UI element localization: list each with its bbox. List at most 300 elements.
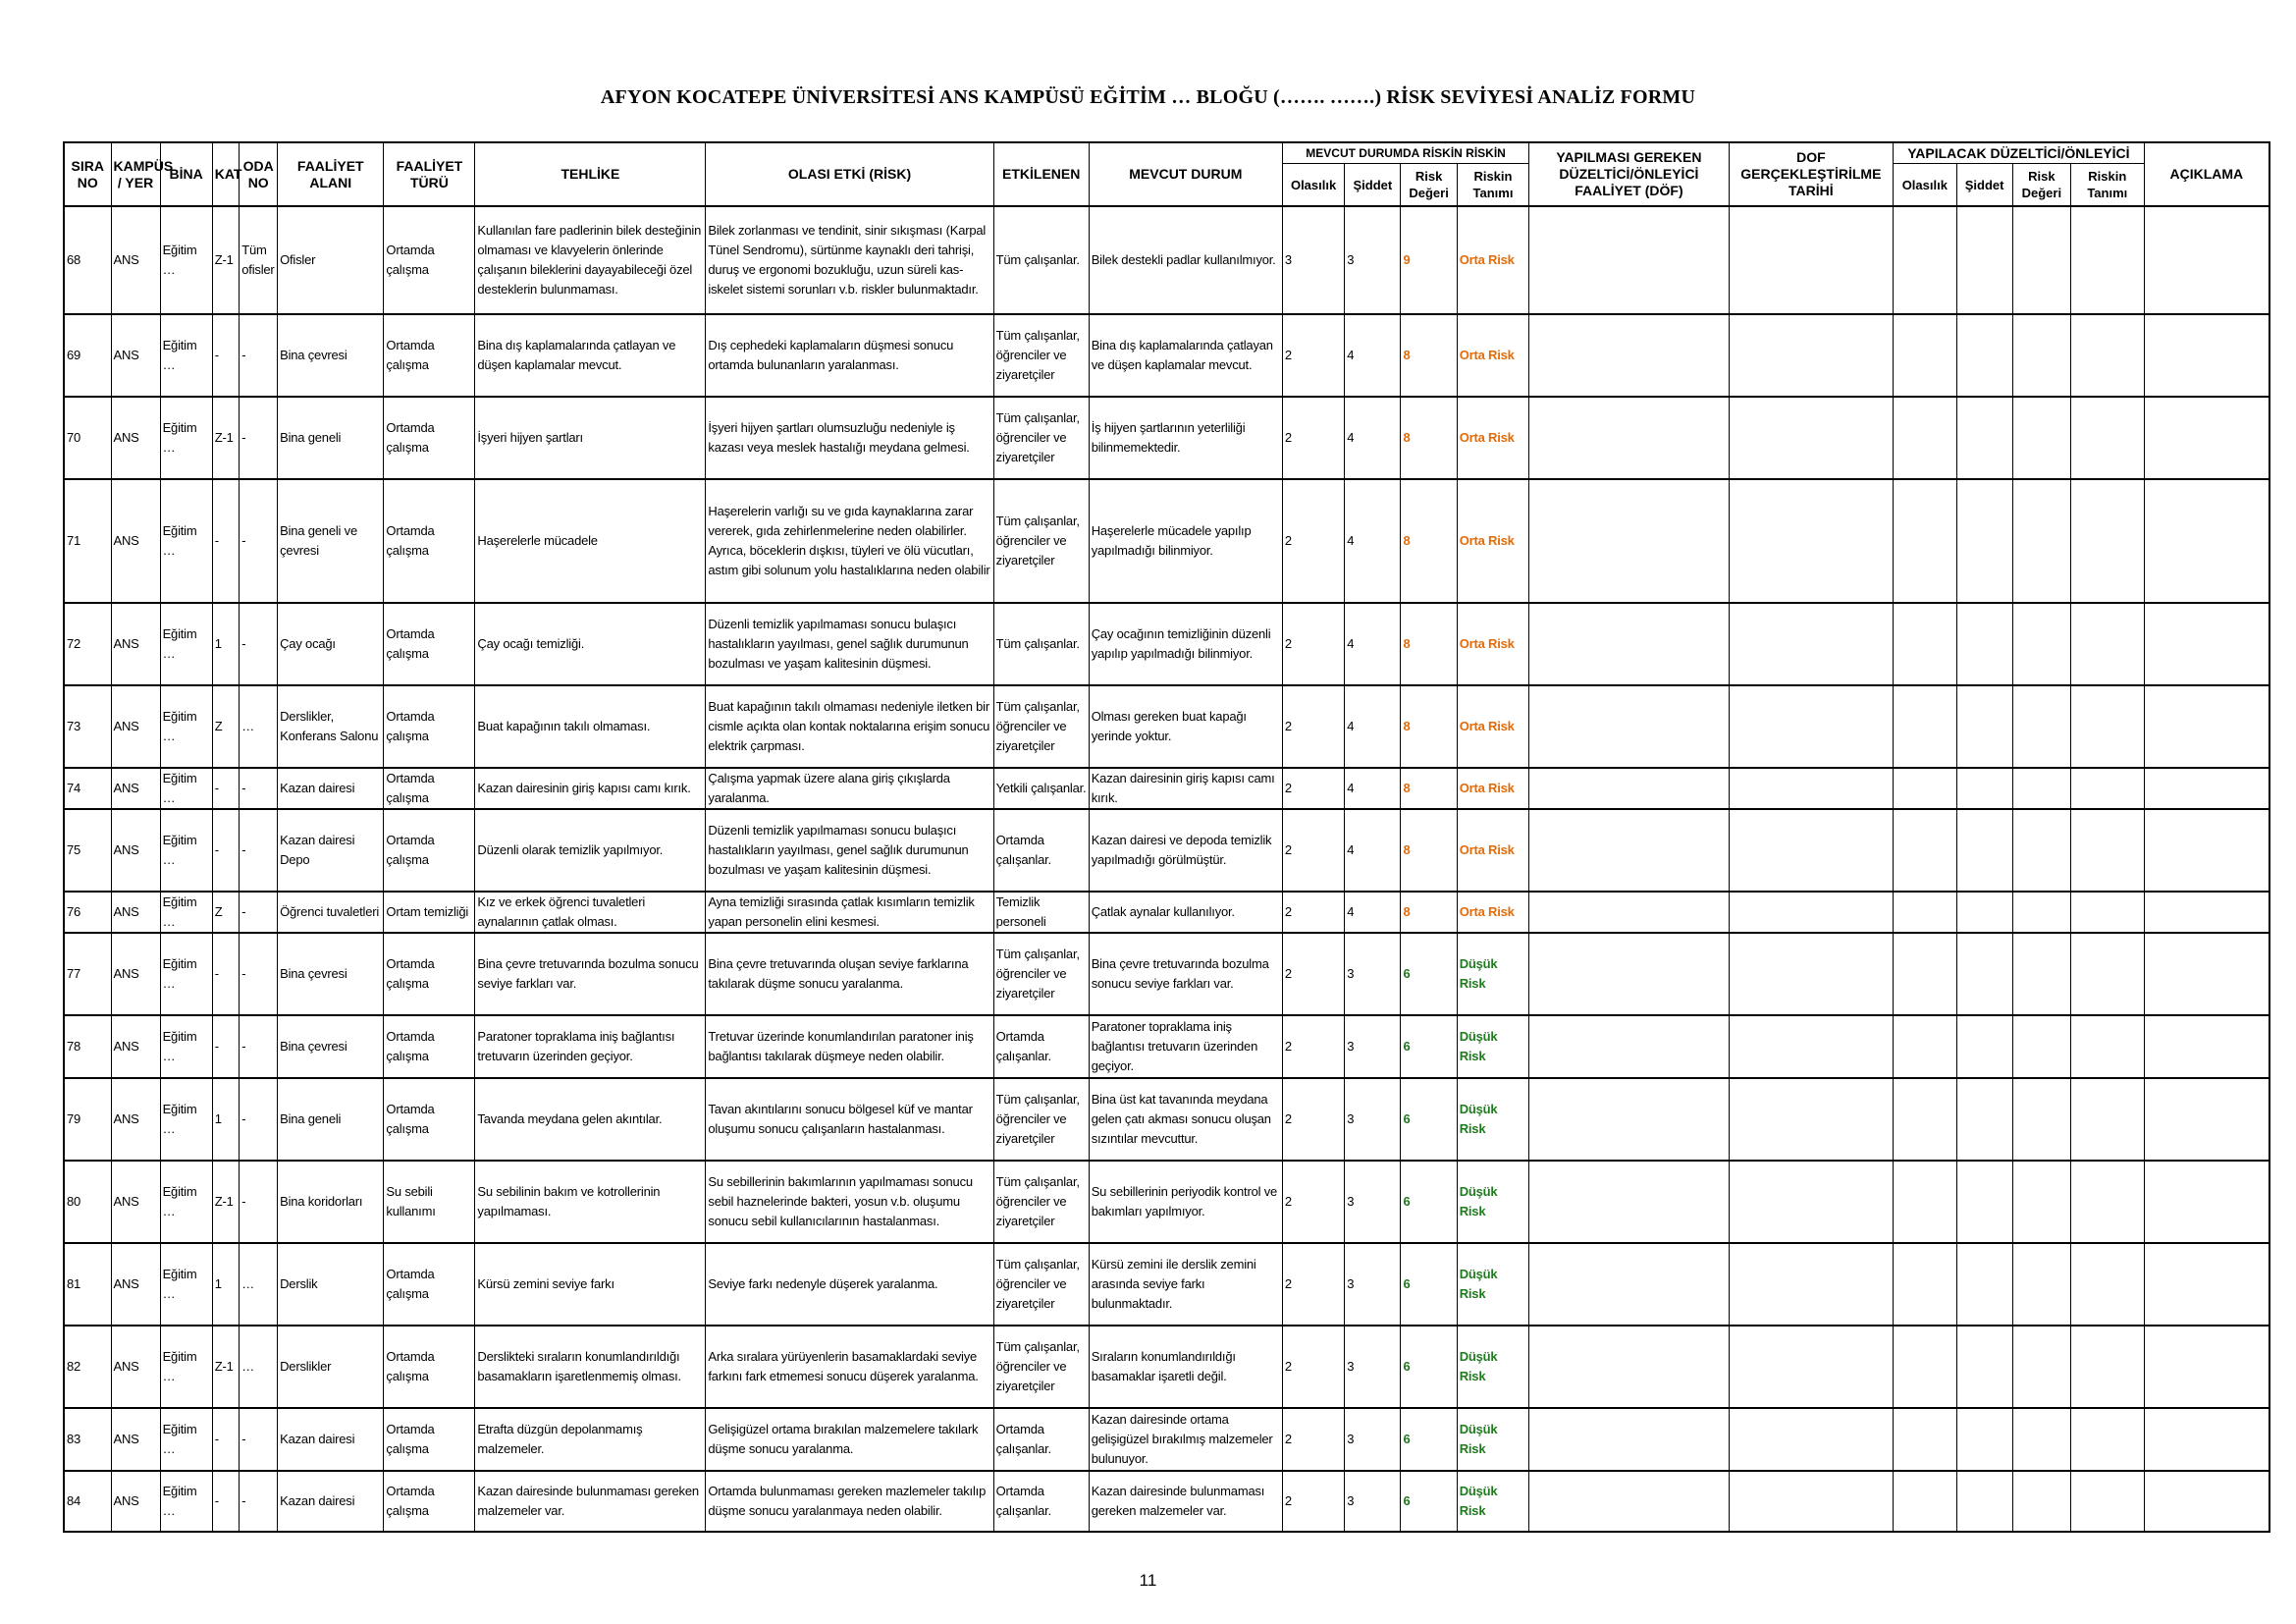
row-riskin-tanimi-2 [2070,314,2144,397]
row-faaliyet-turu: Ortamda çalışma [384,206,475,314]
row-siddet-2 [1956,603,2012,685]
row-faaliyet-alani: Kazan dairesi Depo [278,809,384,892]
row-bina: Eğitim … [160,1408,212,1471]
row-olasi-etki: Bilek zorlanması ve tendinit, sinir sıkışması (Karpal Tünel Sendromu), sürtünme kaynaklı deri tahrişi, duruş ve ergonomi bozukluğu, uzun süreli kas-iskelet sistemi sorunları v.b. riskler bulunmaktadır. [706,206,993,314]
row-mevcut-durum: Kürsü zemini ile derslik zemini arasında seviye farkı bulunmaktadır. [1089,1243,1282,1326]
row-risk-degeri-2 [2012,1161,2070,1243]
row-risk-degeri-2 [2012,1078,2070,1161]
row-faaliyet-turu: Ortamda çalışma [384,314,475,397]
row-kat: - [212,1471,240,1532]
row-kampus: ANS [111,1326,160,1408]
table-row [64,1161,2269,1243]
row-olasilik-2 [1894,397,1956,479]
header-mevcut-riskin: MEVCUT DURUMDA RİSKİN RİSKİN [1282,142,1528,164]
row-etkilenen: Ortamda çalışanlar. [993,1015,1089,1078]
table-row [64,1408,2269,1471]
row-olasilik-2 [1894,892,1956,933]
row-faaliyet-turu: Ortam temizliği [384,892,475,933]
row-olasilik: 2 [1282,1326,1344,1408]
row-sira-no: 77 [64,933,111,1015]
row-sira-no: 83 [64,1408,111,1471]
row-kampus: ANS [111,206,160,314]
row-kampus: ANS [111,1078,160,1161]
row-faaliyet-alani: Ofisler [278,206,384,314]
row-dof-tarihi [1729,768,1894,809]
row-mevcut-durum: Olması gereken buat kapağı yerinde yoktur. [1089,685,1282,768]
row-mevcut-durum: Kazan dairesinde ortama gelişigüzel bırakılmış malzemeler bulunuyor. [1089,1408,1282,1471]
page-number: 11 [1139,1571,1157,1590]
header-olasi-etki: OLASI ETKİ (RİSK) [706,142,993,206]
row-yapilmasi-gereken [1529,1408,1729,1471]
row-mevcut-durum: Çatlak aynalar kullanılıyor. [1089,892,1282,933]
row-sira-no: 71 [64,479,111,603]
row-tehlike: Haşerelerle mücadele [475,479,706,603]
row-dof-tarihi [1729,1471,1894,1532]
row-kampus: ANS [111,809,160,892]
row-oda-no: - [240,1408,278,1471]
row-mevcut-durum: Bina çevre tretuvarında bozulma sonucu seviye farkları var. [1089,933,1282,1015]
row-sira-no: 69 [64,314,111,397]
row-riskin-tanimi: Düşük Risk [1457,1408,1529,1471]
row-dof-tarihi [1729,1326,1894,1408]
row-yapilmasi-gereken [1529,1015,1729,1078]
row-riskin-tanimi-2 [2070,892,2144,933]
row-kat: 1 [212,603,240,685]
row-riskin-tanimi: Orta Risk [1457,768,1529,809]
header-olasilik-2: Olasılık [1894,164,1956,207]
row-riskin-tanimi: Düşük Risk [1457,1015,1529,1078]
row-kat: - [212,933,240,1015]
row-faaliyet-alani: Çay ocağı [278,603,384,685]
row-dof-tarihi [1729,1078,1894,1161]
row-faaliyet-alani: Bina çevresi [278,314,384,397]
row-siddet: 3 [1345,1243,1401,1326]
row-faaliyet-turu: Ortamda çalışma [384,397,475,479]
row-etkilenen: Ortamda çalışanlar. [993,809,1089,892]
row-kampus: ANS [111,1471,160,1532]
header-siddet-2: Şiddet [1956,164,2012,207]
row-aciklama [2144,1015,2269,1078]
row-etkilenen: Tüm çalışanlar, öğrenciler ve ziyaretçiler [993,1326,1089,1408]
row-olasilik: 2 [1282,1471,1344,1532]
row-yapilmasi-gereken [1529,1078,1729,1161]
row-risk-degeri-2 [2012,809,2070,892]
row-olasi-etki: Ortamda bulunmaması gereken mazlemeler takılıp düşme sonucu yaralanmaya neden olabilir. [706,1471,993,1532]
row-faaliyet-turu: Su sebili kullanımı [384,1161,475,1243]
row-tehlike: Bina çevre tretuvarında bozulma sonucu seviye farkları var. [475,933,706,1015]
row-kat: 1 [212,1243,240,1326]
table-row [64,933,2269,1015]
row-riskin-tanimi: Orta Risk [1457,206,1529,314]
row-mevcut-durum: Bina üst kat tavanında meydana gelen çatı akması sonucu oluşan sızıntılar mevcuttur. [1089,1078,1282,1161]
row-siddet-2 [1956,1078,2012,1161]
row-sira-no: 74 [64,768,111,809]
row-kat: - [212,1408,240,1471]
risk-analysis-table [63,141,2270,1533]
header-oda-no: ODA NO [240,142,278,206]
row-olasilik-2 [1894,603,1956,685]
row-siddet: 4 [1345,809,1401,892]
row-yapilmasi-gereken [1529,768,1729,809]
row-oda-no: - [240,1015,278,1078]
table-row [64,397,2269,479]
table-row [64,1326,2269,1408]
row-yapilmasi-gereken [1529,933,1729,1015]
row-oda-no: - [240,479,278,603]
row-olasilik-2 [1894,314,1956,397]
row-oda-no: - [240,933,278,1015]
row-olasilik-2 [1894,1408,1956,1471]
row-olasi-etki: Seviye farkı nedenyle düşerek yaralanma. [706,1243,993,1326]
row-etkilenen: Tüm çalışanlar, öğrenciler ve ziyaretçiler [993,685,1089,768]
row-tehlike: Tavanda meydana gelen akıntılar. [475,1078,706,1161]
row-mevcut-durum: Sıraların konumlandırıldığı basamaklar işaretli değil. [1089,1326,1282,1408]
row-mevcut-durum: Kazan dairesinin giriş kapısı camı kırık. [1089,768,1282,809]
row-risk-degeri: 6 [1401,1015,1457,1078]
row-bina: Eğitim … [160,1326,212,1408]
row-sira-no: 73 [64,685,111,768]
row-yapilmasi-gereken [1529,685,1729,768]
row-risk-degeri: 8 [1401,479,1457,603]
table-row [64,685,2269,768]
row-olasi-etki: Su sebillerinin bakımlarının yapılmaması sonucu sebil haznelerinde bakteri, yosun v.b. oluşumu sonucu sebil kullanıcılarının hastalanması. [706,1161,993,1243]
row-aciklama [2144,1408,2269,1471]
row-kampus: ANS [111,1015,160,1078]
row-oda-no: - [240,809,278,892]
row-olasilik: 2 [1282,933,1344,1015]
row-sira-no: 76 [64,892,111,933]
row-risk-degeri: 6 [1401,1326,1457,1408]
row-riskin-tanimi-2 [2070,1015,2144,1078]
row-yapilmasi-gereken [1529,314,1729,397]
row-tehlike: Kazan dairesinin giriş kapısı camı kırık. [475,768,706,809]
row-siddet: 3 [1345,1471,1401,1532]
row-aciklama [2144,1243,2269,1326]
row-tehlike: Derslikteki sıraların konumlandırıldığı basamakların işaretlenmemiş olması. [475,1326,706,1408]
table-row [64,314,2269,397]
row-olasilik: 2 [1282,603,1344,685]
table-row [64,809,2269,892]
row-siddet: 4 [1345,768,1401,809]
row-faaliyet-turu: Ortamda çalışma [384,603,475,685]
row-olasilik-2 [1894,809,1956,892]
header-kampus: KAMPÜS / YER [111,142,160,206]
row-siddet: 3 [1345,1326,1401,1408]
row-olasilik-2 [1894,1078,1956,1161]
row-dof-tarihi [1729,933,1894,1015]
row-siddet: 3 [1345,1015,1401,1078]
row-risk-degeri-2 [2012,892,2070,933]
row-riskin-tanimi-2 [2070,1243,2144,1326]
row-kampus: ANS [111,768,160,809]
row-sira-no: 84 [64,1471,111,1532]
row-dof-tarihi [1729,314,1894,397]
row-siddet: 4 [1345,892,1401,933]
row-olasilik: 2 [1282,768,1344,809]
row-mevcut-durum: Su sebillerinin periyodik kontrol ve bakımları yapılmıyor. [1089,1161,1282,1243]
row-olasilik: 2 [1282,1408,1344,1471]
row-faaliyet-turu: Ortamda çalışma [384,1078,475,1161]
row-siddet: 4 [1345,397,1401,479]
table-body [64,206,2269,1532]
row-olasi-etki: Çalışma yapmak üzere alana giriş çıkışlarda yaralanma. [706,768,993,809]
row-dof-tarihi [1729,685,1894,768]
row-kat: Z-1 [212,397,240,479]
row-olasilik: 2 [1282,1078,1344,1161]
row-bina: Eğitim … [160,685,212,768]
row-etkilenen: Ortamda çalışanlar. [993,1408,1089,1471]
row-yapilmasi-gereken [1529,1326,1729,1408]
row-siddet: 4 [1345,603,1401,685]
row-risk-degeri: 6 [1401,933,1457,1015]
row-kampus: ANS [111,1161,160,1243]
row-siddet-2 [1956,397,2012,479]
row-olasi-etki: Tretuvar üzerinde konumlandırılan paratoner iniş bağlantısı takılarak düşmeye neden olabilir. [706,1015,993,1078]
row-sira-no: 79 [64,1078,111,1161]
row-olasi-etki: Gelişigüzel ortama bırakılan malzemelere takılark düşme sonucu yaralanma. [706,1408,993,1471]
row-olasilik: 2 [1282,892,1344,933]
row-risk-degeri: 8 [1401,397,1457,479]
row-kampus: ANS [111,685,160,768]
row-etkilenen: Tüm çalışanlar, öğrenciler ve ziyaretçiler [993,1243,1089,1326]
row-bina: Eğitim … [160,1015,212,1078]
row-kampus: ANS [111,603,160,685]
row-dof-tarihi [1729,1243,1894,1326]
row-oda-no: - [240,1471,278,1532]
row-dof-tarihi [1729,892,1894,933]
row-dof-tarihi [1729,1015,1894,1078]
row-mevcut-durum: Kazan dairesinde bulunmaması gereken malzemeler var. [1089,1471,1282,1532]
row-risk-degeri-2 [2012,1243,2070,1326]
row-olasilik-2 [1894,1243,1956,1326]
row-etkilenen: Tüm çalışanlar, öğrenciler ve ziyaretçiler [993,1161,1089,1243]
row-riskin-tanimi-2 [2070,685,2144,768]
row-etkilenen: Yetkili çalışanlar. [993,768,1089,809]
row-faaliyet-alani: Kazan dairesi [278,768,384,809]
row-riskin-tanimi: Orta Risk [1457,314,1529,397]
row-riskin-tanimi-2 [2070,206,2144,314]
row-dof-tarihi [1729,809,1894,892]
header-siddet: Şiddet [1345,164,1401,207]
row-riskin-tanimi-2 [2070,933,2144,1015]
table-row [64,1015,2269,1078]
row-yapilmasi-gereken [1529,479,1729,603]
row-risk-degeri: 6 [1401,1243,1457,1326]
row-faaliyet-alani: Kazan dairesi [278,1471,384,1532]
row-etkilenen: Tüm çalışanlar, öğrenciler ve ziyaretçiler [993,933,1089,1015]
row-olasi-etki: Dış cephedeki kaplamaların düşmesi sonucu ortamda bulunanların yaralanması. [706,314,993,397]
row-olasi-etki: İşyeri hijyen şartları olumsuzluğu nedeniyle iş kazası veya meslek hastalığı meydana gelmesi. [706,397,993,479]
row-riskin-tanimi: Düşük Risk [1457,1471,1529,1532]
row-etkilenen: Tüm çalışanlar, öğrenciler ve ziyaretçiler [993,1078,1089,1161]
row-faaliyet-alani: Kazan dairesi [278,1408,384,1471]
row-tehlike: Bina dış kaplamalarında çatlayan ve düşen kaplamalar mevcut. [475,314,706,397]
row-bina: Eğitim … [160,892,212,933]
row-siddet-2 [1956,1408,2012,1471]
row-yapilmasi-gereken [1529,1243,1729,1326]
row-sira-no: 82 [64,1326,111,1408]
row-siddet-2 [1956,1243,2012,1326]
row-riskin-tanimi-2 [2070,397,2144,479]
row-sira-no: 80 [64,1161,111,1243]
row-bina: Eğitim … [160,1471,212,1532]
row-faaliyet-alani: Bina çevresi [278,1015,384,1078]
header-kat: KAT [212,142,240,206]
row-olasi-etki: Düzenli temizlik yapılmaması sonucu bulaşıcı hastalıkların yayılması, genel sağlık durumunun bozulması ve yaşam kalitesinin düşmesi. [706,809,993,892]
row-riskin-tanimi-2 [2070,809,2144,892]
header-etkilenen: ETKİLENEN [993,142,1089,206]
row-yapilmasi-gereken [1529,206,1729,314]
row-riskin-tanimi: Orta Risk [1457,809,1529,892]
row-mevcut-durum: İş hijyen şartlarının yeterliliği bilinmemektedir. [1089,397,1282,479]
row-riskin-tanimi: Düşük Risk [1457,1078,1529,1161]
row-faaliyet-turu: Ortamda çalışma [384,1015,475,1078]
row-olasilik-2 [1894,768,1956,809]
table-row [64,1243,2269,1326]
row-mevcut-durum: Çay ocağının temizliğinin düzenli yapılıp yapılmadığı bilinmiyor. [1089,603,1282,685]
row-olasilik-2 [1894,1471,1956,1532]
row-kat: - [212,314,240,397]
row-kampus: ANS [111,479,160,603]
row-oda-no: … [240,1326,278,1408]
row-yapilmasi-gereken [1529,1161,1729,1243]
row-faaliyet-alani: Öğrenci tuvaletleri [278,892,384,933]
row-olasi-etki: Buat kapağının takılı olmaması nedeniyle iletken bir cismle açıkta olan kontak noktalarına erişim sonucu elektrik çarpması. [706,685,993,768]
row-etkilenen: Tüm çalışanlar, öğrenciler ve ziyaretçiler [993,397,1089,479]
header-riskin-tanimi: Riskin Tanımı [1457,164,1529,207]
row-bina: Eğitim … [160,206,212,314]
row-kat: - [212,768,240,809]
row-riskin-tanimi-2 [2070,1408,2144,1471]
row-risk-degeri-2 [2012,314,2070,397]
row-faaliyet-turu: Ortamda çalışma [384,933,475,1015]
row-faaliyet-alani: Bina koridorları [278,1161,384,1243]
row-olasilik: 2 [1282,314,1344,397]
table-row [64,603,2269,685]
row-siddet: 4 [1345,314,1401,397]
row-siddet-2 [1956,809,2012,892]
row-riskin-tanimi: Düşük Risk [1457,1326,1529,1408]
header-faaliyet-alani: FAALİYET ALANI [278,142,384,206]
row-riskin-tanimi-2 [2070,768,2144,809]
row-aciklama [2144,768,2269,809]
header-olasilik: Olasılık [1282,164,1344,207]
row-kat: - [212,479,240,603]
row-olasi-etki: Düzenli temizlik yapılmaması sonucu bulaşıcı hastalıkların yayılması, genel sağlık durumunun bozulması ve yaşam kalitesinin düşmesi. [706,603,993,685]
row-risk-degeri-2 [2012,1408,2070,1471]
table-row [64,892,2269,933]
header-tehlike: TEHLİKE [475,142,706,206]
row-siddet: 3 [1345,1078,1401,1161]
header-risk-degeri: Risk Değeri [1401,164,1457,207]
row-risk-degeri: 8 [1401,314,1457,397]
row-risk-degeri-2 [2012,397,2070,479]
row-kat: - [212,1015,240,1078]
row-sira-no: 70 [64,397,111,479]
header-bina: BİNA [160,142,212,206]
row-dof-tarihi [1729,206,1894,314]
row-risk-degeri-2 [2012,479,2070,603]
row-riskin-tanimi-2 [2070,1161,2144,1243]
row-etkilenen: Tüm çalışanlar. [993,603,1089,685]
row-sira-no: 68 [64,206,111,314]
row-faaliyet-turu: Ortamda çalışma [384,479,475,603]
row-siddet-2 [1956,1161,2012,1243]
row-siddet-2 [1956,206,2012,314]
row-riskin-tanimi: Orta Risk [1457,892,1529,933]
row-risk-degeri-2 [2012,1015,2070,1078]
header-faaliyet-turu: FAALİYET TÜRÜ [384,142,475,206]
header-yapilacak: YAPILACAK DÜZELTİCİ/ÖNLEYİCİ [1894,142,2144,164]
row-risk-degeri: 6 [1401,1078,1457,1161]
row-aciklama [2144,314,2269,397]
row-faaliyet-turu: Ortamda çalışma [384,809,475,892]
row-oda-no: - [240,314,278,397]
row-faaliyet-turu: Ortamda çalışma [384,1408,475,1471]
row-risk-degeri-2 [2012,603,2070,685]
row-riskin-tanimi-2 [2070,1326,2144,1408]
row-mevcut-durum: Paratoner topraklama iniş bağlantısı tretuvarın üzerinden geçiyor. [1089,1015,1282,1078]
row-yapilmasi-gereken [1529,397,1729,479]
row-riskin-tanimi-2 [2070,1078,2144,1161]
row-risk-degeri-2 [2012,1471,2070,1532]
row-oda-no: - [240,892,278,933]
row-kampus: ANS [111,1243,160,1326]
row-olasi-etki: Ayna temizliği sırasında çatlak kısımların temizlik yapan personelin elini kesmesi. [706,892,993,933]
row-riskin-tanimi-2 [2070,603,2144,685]
row-oda-no: - [240,1078,278,1161]
row-kat: - [212,809,240,892]
row-faaliyet-turu: Ortamda çalışma [384,685,475,768]
row-etkilenen: Tüm çalışanlar, öğrenciler ve ziyaretçiler [993,314,1089,397]
row-tehlike: Su sebilinin bakım ve kotrollerinin yapılmaması. [475,1161,706,1243]
row-aciklama [2144,206,2269,314]
row-kampus: ANS [111,933,160,1015]
row-aciklama [2144,603,2269,685]
row-faaliyet-alani: Bina geneli [278,397,384,479]
row-riskin-tanimi: Düşük Risk [1457,1161,1529,1243]
row-siddet: 3 [1345,1408,1401,1471]
row-siddet-2 [1956,479,2012,603]
row-siddet-2 [1956,1471,2012,1532]
row-olasilik-2 [1894,933,1956,1015]
row-faaliyet-turu: Ortamda çalışma [384,1243,475,1326]
row-olasi-etki: Arka sıralara yürüyenlerin basamaklardaki seviye farkını fark etmemesi sonucu düşerek yaralanma. [706,1326,993,1408]
row-tehlike: İşyeri hijyen şartları [475,397,706,479]
row-tehlike: Paratoner topraklama iniş bağlantısı tretuvarın üzerinden geçiyor. [475,1015,706,1078]
row-yapilmasi-gereken [1529,892,1729,933]
row-dof-tarihi [1729,1161,1894,1243]
row-bina: Eğitim … [160,603,212,685]
row-oda-no: - [240,397,278,479]
row-aciklama [2144,1078,2269,1161]
row-risk-degeri: 6 [1401,1161,1457,1243]
row-kampus: ANS [111,314,160,397]
row-risk-degeri-2 [2012,685,2070,768]
table-header [64,142,2269,206]
row-aciklama [2144,685,2269,768]
row-faaliyet-turu: Ortamda çalışma [384,1326,475,1408]
row-bina: Eğitim … [160,933,212,1015]
row-siddet-2 [1956,1015,2012,1078]
row-siddet-2 [1956,933,2012,1015]
row-faaliyet-alani: Derslik [278,1243,384,1326]
row-olasi-etki: Tavan akıntılarını sonucu bölgesel küf ve mantar oluşumu sonucu çalışanların hastalanması. [706,1078,993,1161]
row-olasi-etki: Bina çevre tretuvarında oluşan seviye farklarına takılarak düşme sonucu yaralanma. [706,933,993,1015]
row-risk-degeri-2 [2012,206,2070,314]
row-sira-no: 81 [64,1243,111,1326]
row-olasi-etki: Haşerelerin varlığı su ve gıda kaynaklarına zarar vererek, gıda zehirlenmelerine neden olabilirler. Ayrıca, böceklerin dışkısı, tüyleri ve ölü vücutları, astım gibi solunum yolu hastalıklarına neden olabilir [706,479,993,603]
